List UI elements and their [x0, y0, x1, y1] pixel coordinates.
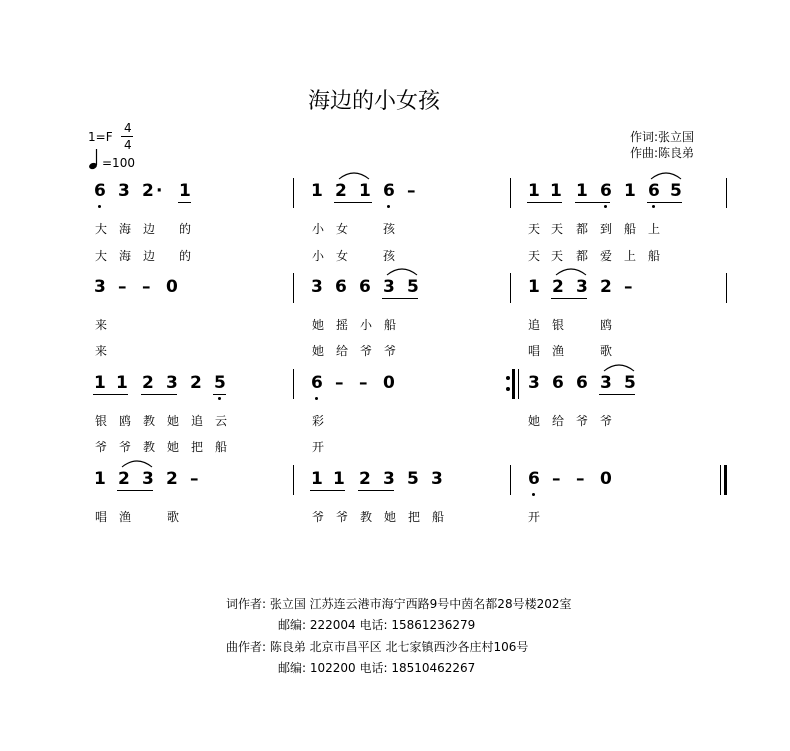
dash: – [576, 469, 585, 489]
lyric: 女 [336, 222, 349, 236]
lyric: 来 [95, 344, 108, 358]
repeat-dot [506, 376, 510, 380]
barline [726, 273, 727, 303]
note: 1 [528, 181, 540, 201]
note: 6 [359, 277, 371, 297]
lyric: 爷 [95, 440, 108, 454]
note: 6 [94, 181, 106, 201]
note: 1 [624, 181, 636, 201]
note: 3 [118, 181, 130, 201]
note: 1 [576, 181, 588, 201]
lyricist-credit: 作词:张立国 [630, 130, 695, 144]
rest: 0 [600, 469, 612, 489]
slur [338, 170, 370, 180]
note: 5 [670, 181, 682, 201]
note: 3 [311, 277, 323, 297]
repeat-barline [512, 369, 515, 399]
dot-mark: · [156, 181, 163, 201]
lyric: 银 [552, 318, 565, 332]
key-signature: 1=F [88, 130, 113, 144]
note: 2 [118, 469, 130, 489]
dash: – [359, 373, 368, 393]
lyric: 歌 [167, 510, 180, 524]
note: 5 [407, 469, 419, 489]
footer-lyricist-address: 词作者: 张立国 江苏连云港市海宁西路9号中茵名都28号楼202室 [226, 597, 572, 611]
note: 1 [94, 373, 106, 393]
low-octave-dot [532, 493, 535, 496]
note: 1 [528, 277, 540, 297]
lyric: 船 [215, 440, 228, 454]
composer-credit: 作曲:陈良弟 [630, 146, 695, 160]
barline [510, 273, 511, 303]
lyric: 鸥 [119, 414, 132, 428]
lyric: 小 [312, 249, 325, 263]
lyric: 的 [179, 222, 192, 236]
lyric: 船 [384, 318, 397, 332]
eighth-underline [310, 490, 345, 491]
low-octave-dot [652, 205, 655, 208]
lyric: 爷 [576, 414, 589, 428]
note: 6 [600, 181, 612, 201]
footer-lyricist-contact: 邮编: 222004 电话: 15861236279 [278, 618, 476, 632]
time-signature-line [121, 136, 133, 137]
note: 5 [624, 373, 636, 393]
lyric: 爱 [600, 249, 613, 263]
note: 3 [431, 469, 443, 489]
note: 3 [383, 469, 395, 489]
lyric: 爷 [600, 414, 613, 428]
lyric: 都 [576, 222, 589, 236]
note: 3 [94, 277, 106, 297]
note: 3 [600, 373, 612, 393]
note: 3 [576, 277, 588, 297]
lyric: 把 [408, 510, 421, 524]
low-octave-dot [98, 205, 101, 208]
dash: – [552, 469, 561, 489]
low-octave-dot [315, 397, 318, 400]
lyric: 渔 [552, 344, 565, 358]
note: 6 [528, 469, 540, 489]
low-octave-dot [218, 397, 221, 400]
lyric: 歌 [600, 344, 613, 358]
lyric: 彩 [312, 414, 325, 428]
lyric: 船 [648, 249, 661, 263]
note: 1 [311, 469, 323, 489]
note: 2 [552, 277, 564, 297]
note: 3 [166, 373, 178, 393]
lyric: 孩 [383, 222, 396, 236]
lyric: 到 [600, 222, 613, 236]
barline [510, 465, 511, 495]
lyric: 把 [191, 440, 204, 454]
lyric: 小 [360, 318, 373, 332]
song-title: 海边的小女孩 [308, 89, 441, 114]
rest: 0 [166, 277, 178, 297]
lyric: 上 [648, 222, 661, 236]
dash: – [624, 277, 633, 297]
lyric: 上 [624, 249, 637, 263]
barline [510, 178, 511, 208]
quarter-note-icon [88, 148, 102, 170]
dash: – [335, 373, 344, 393]
lyric: 都 [576, 249, 589, 263]
barline [293, 369, 294, 399]
note: 1 [179, 181, 191, 201]
lyric: 教 [143, 414, 156, 428]
slur [603, 362, 635, 372]
lyric: 天 [551, 222, 564, 236]
eighth-underline [551, 298, 587, 299]
lyric: 她 [384, 510, 397, 524]
lyric: 大 [95, 249, 108, 263]
tempo-mark: =100 [102, 156, 135, 170]
lyric: 小 [312, 222, 325, 236]
note: 3 [142, 469, 154, 489]
low-octave-dot [604, 205, 607, 208]
note: 1 [311, 181, 323, 201]
lyric: 大 [95, 222, 108, 236]
eighth-underline [647, 202, 682, 203]
note: 1 [94, 469, 106, 489]
lyric: 渔 [119, 510, 132, 524]
barline [518, 369, 519, 399]
note: 2 [142, 181, 154, 201]
note: 2 [335, 181, 347, 201]
footer-composer-contact: 邮编: 102200 电话: 18510462267 [278, 661, 476, 675]
note: 6 [335, 277, 347, 297]
eighth-underline [141, 394, 177, 395]
dash: – [142, 277, 151, 297]
eighth-underline [575, 202, 610, 203]
note: 3 [528, 373, 540, 393]
lyric: 鸥 [600, 318, 613, 332]
slur [386, 266, 418, 276]
final-barline-thin [720, 465, 721, 495]
eighth-underline [334, 202, 372, 203]
note: 5 [407, 277, 419, 297]
lyric: 爷 [312, 510, 325, 524]
lyric: 的 [179, 249, 192, 263]
note: 6 [383, 181, 395, 201]
lyric: 爷 [360, 344, 373, 358]
lyric: 教 [143, 440, 156, 454]
footer-composer-address: 曲作者: 陈良弟 北京市昌平区 北七家镇西沙各庄村106号 [226, 640, 529, 654]
note: 1 [550, 181, 562, 201]
lyric: 银 [95, 414, 108, 428]
lyric: 爷 [119, 440, 132, 454]
lyric: 唱 [95, 510, 108, 524]
note: 2 [142, 373, 154, 393]
slur [121, 458, 153, 468]
note: 2 [190, 373, 202, 393]
barline [293, 178, 294, 208]
barline [726, 178, 727, 208]
eighth-underline [213, 394, 226, 395]
note: 3 [383, 277, 395, 297]
lyric: 教 [360, 510, 373, 524]
lyric: 她 [167, 414, 180, 428]
eighth-underline [599, 394, 635, 395]
note: 1 [333, 469, 345, 489]
lyric: 来 [95, 318, 108, 332]
lyric: 天 [528, 222, 541, 236]
note: 6 [648, 181, 660, 201]
repeat-dot [506, 387, 510, 391]
rest: 0 [383, 373, 395, 393]
lyric: 爷 [336, 510, 349, 524]
time-signature-top: 4 [124, 121, 132, 135]
lyric: 开 [312, 440, 325, 454]
lyric: 天 [551, 249, 564, 263]
lyric: 海 [119, 249, 132, 263]
lyric: 边 [143, 249, 156, 263]
lyric: 她 [528, 414, 541, 428]
lyric: 开 [528, 510, 541, 524]
eighth-underline [178, 202, 191, 203]
eighth-underline [527, 202, 562, 203]
lyric: 船 [432, 510, 445, 524]
dash: – [190, 469, 199, 489]
lyric: 海 [119, 222, 132, 236]
lyric: 摇 [336, 318, 349, 332]
slur [555, 266, 587, 276]
lyric: 女 [336, 249, 349, 263]
eighth-underline [117, 490, 153, 491]
note: 2 [359, 469, 371, 489]
lyric: 边 [143, 222, 156, 236]
note: 6 [576, 373, 588, 393]
dash: – [407, 181, 416, 201]
note: 6 [552, 373, 564, 393]
eighth-underline [93, 394, 128, 395]
lyric: 天 [528, 249, 541, 263]
note: 1 [359, 181, 371, 201]
note: 2 [166, 469, 178, 489]
lyric: 她 [167, 440, 180, 454]
final-barline-thick [724, 465, 727, 495]
note: 1 [116, 373, 128, 393]
barline [293, 273, 294, 303]
time-signature-bottom: 4 [124, 138, 132, 152]
lyric: 给 [336, 344, 349, 358]
lyric: 她 [312, 344, 325, 358]
slur [650, 170, 682, 180]
lyric: 追 [528, 318, 541, 332]
lyric: 追 [191, 414, 204, 428]
barline [293, 465, 294, 495]
note: 5 [214, 373, 226, 393]
lyric: 给 [552, 414, 565, 428]
note: 6 [311, 373, 323, 393]
note: 2 [600, 277, 612, 297]
eighth-underline [358, 490, 394, 491]
lyric: 船 [624, 222, 637, 236]
dash: – [118, 277, 127, 297]
lyric: 孩 [383, 249, 396, 263]
low-octave-dot [387, 205, 390, 208]
eighth-underline [382, 298, 418, 299]
lyric: 云 [215, 414, 228, 428]
lyric: 她 [312, 318, 325, 332]
lyric: 唱 [528, 344, 541, 358]
lyric: 爷 [384, 344, 397, 358]
